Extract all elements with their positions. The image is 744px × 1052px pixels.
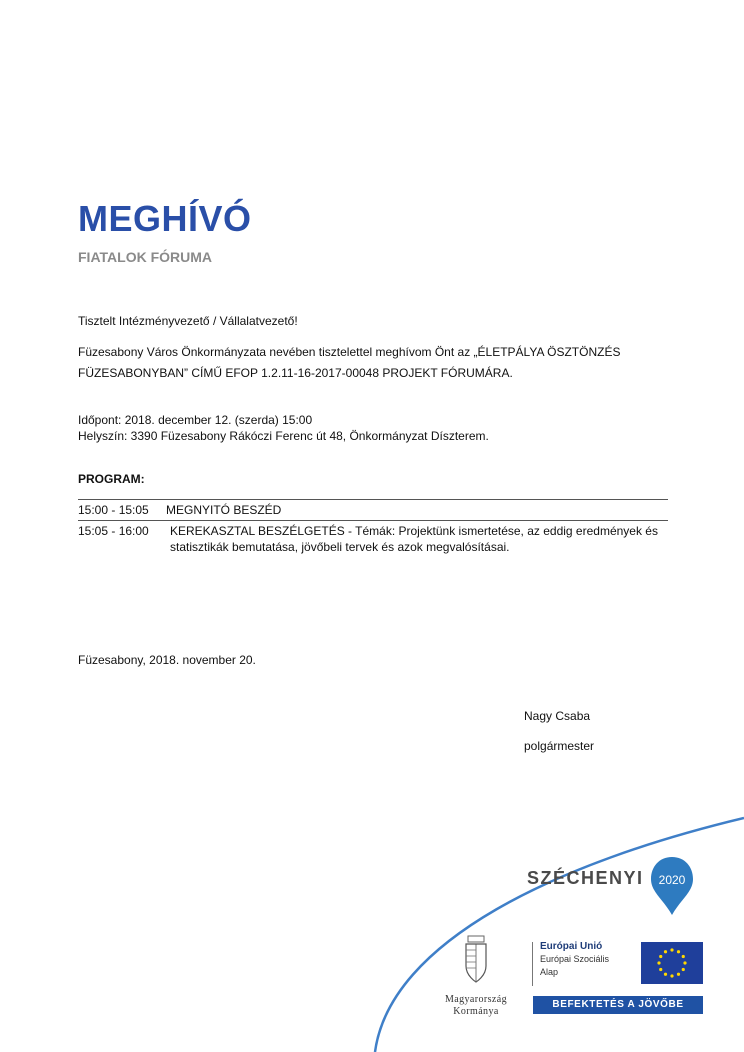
eu-flag-icon [641, 942, 703, 984]
greeting: Tisztelt Intézményvezető / Vállalatvezető! [78, 314, 298, 328]
eu-star [664, 950, 667, 953]
program-row [78, 500, 668, 521]
program-row [78, 521, 668, 557]
eu-divider [532, 942, 533, 986]
program-description: KEREKASZTAL BESZÉLGETÉS - Témák: Projektünk ismertetése, az eddig eredmények és statisztikák bemutatása, jövőbeli tervek és azok megvalósításai. [170, 524, 658, 554]
document-title: MEGHÍVÓ [78, 198, 252, 239]
intro-paragraph: Füzesabony Város Önkormányzata nevében tisztelettel meghívom Önt az „ÉLETPÁLYA ÖSZTÖNZÉS FÜZESABONYBAN” CÍMŰ EFOP 1.2.11-16-2017-00048 PROJEKT FÓRUMÁRA. [78, 345, 621, 380]
invest-banner: BEFEKTETÉS A JÖVŐBE [533, 996, 703, 1014]
document-subtitle: FIATALOK FÓRUMA [78, 249, 213, 265]
place-and-date: Füzesabony, 2018. november 20. [78, 653, 256, 667]
eu-star [657, 961, 660, 964]
eu-star [677, 973, 680, 976]
government-label-line2: Kormánya [453, 1006, 499, 1017]
eu-star [659, 955, 662, 958]
eu-star [683, 961, 686, 964]
eu-text-block [540, 940, 609, 979]
eu-star [677, 950, 680, 953]
government-label [430, 994, 522, 1018]
eu-name: Európai Unió [540, 941, 603, 952]
eu-star [664, 973, 667, 976]
program-heading: PROGRAM: [78, 472, 145, 486]
szechenyi-logo-text: SZÉCHENYI [527, 868, 644, 888]
szechenyi-pin-icon [648, 855, 696, 917]
eu-star [659, 968, 662, 971]
government-label-line1: Magyarország [445, 994, 507, 1005]
program-description: MEGNYITÓ BESZÉD [166, 503, 282, 517]
eu-star [682, 968, 685, 971]
eu-star [670, 948, 673, 951]
event-location: Helyszín: 3390 Füzesabony Rákóczi Ferenc út 48, Önkormányzat Díszterem. [78, 429, 489, 443]
coat-of-arms-icon [458, 934, 494, 990]
eu-star [682, 955, 685, 958]
eu-fund-line2: Alap [540, 967, 559, 977]
program-table [78, 499, 668, 557]
eu-star [670, 974, 673, 977]
signature-title: polgármester [524, 739, 595, 753]
program-time: 15:00 - 15:05 [78, 503, 149, 517]
signature-name: Nagy Csaba [524, 709, 591, 723]
eu-fund-line1: Európai Szociális [540, 954, 610, 964]
event-time: Időpont: 2018. december 12. (szerda) 15:00 [78, 413, 313, 427]
szechenyi-year: 2020 [658, 873, 686, 887]
program-time: 15:05 - 16:00 [78, 524, 149, 538]
